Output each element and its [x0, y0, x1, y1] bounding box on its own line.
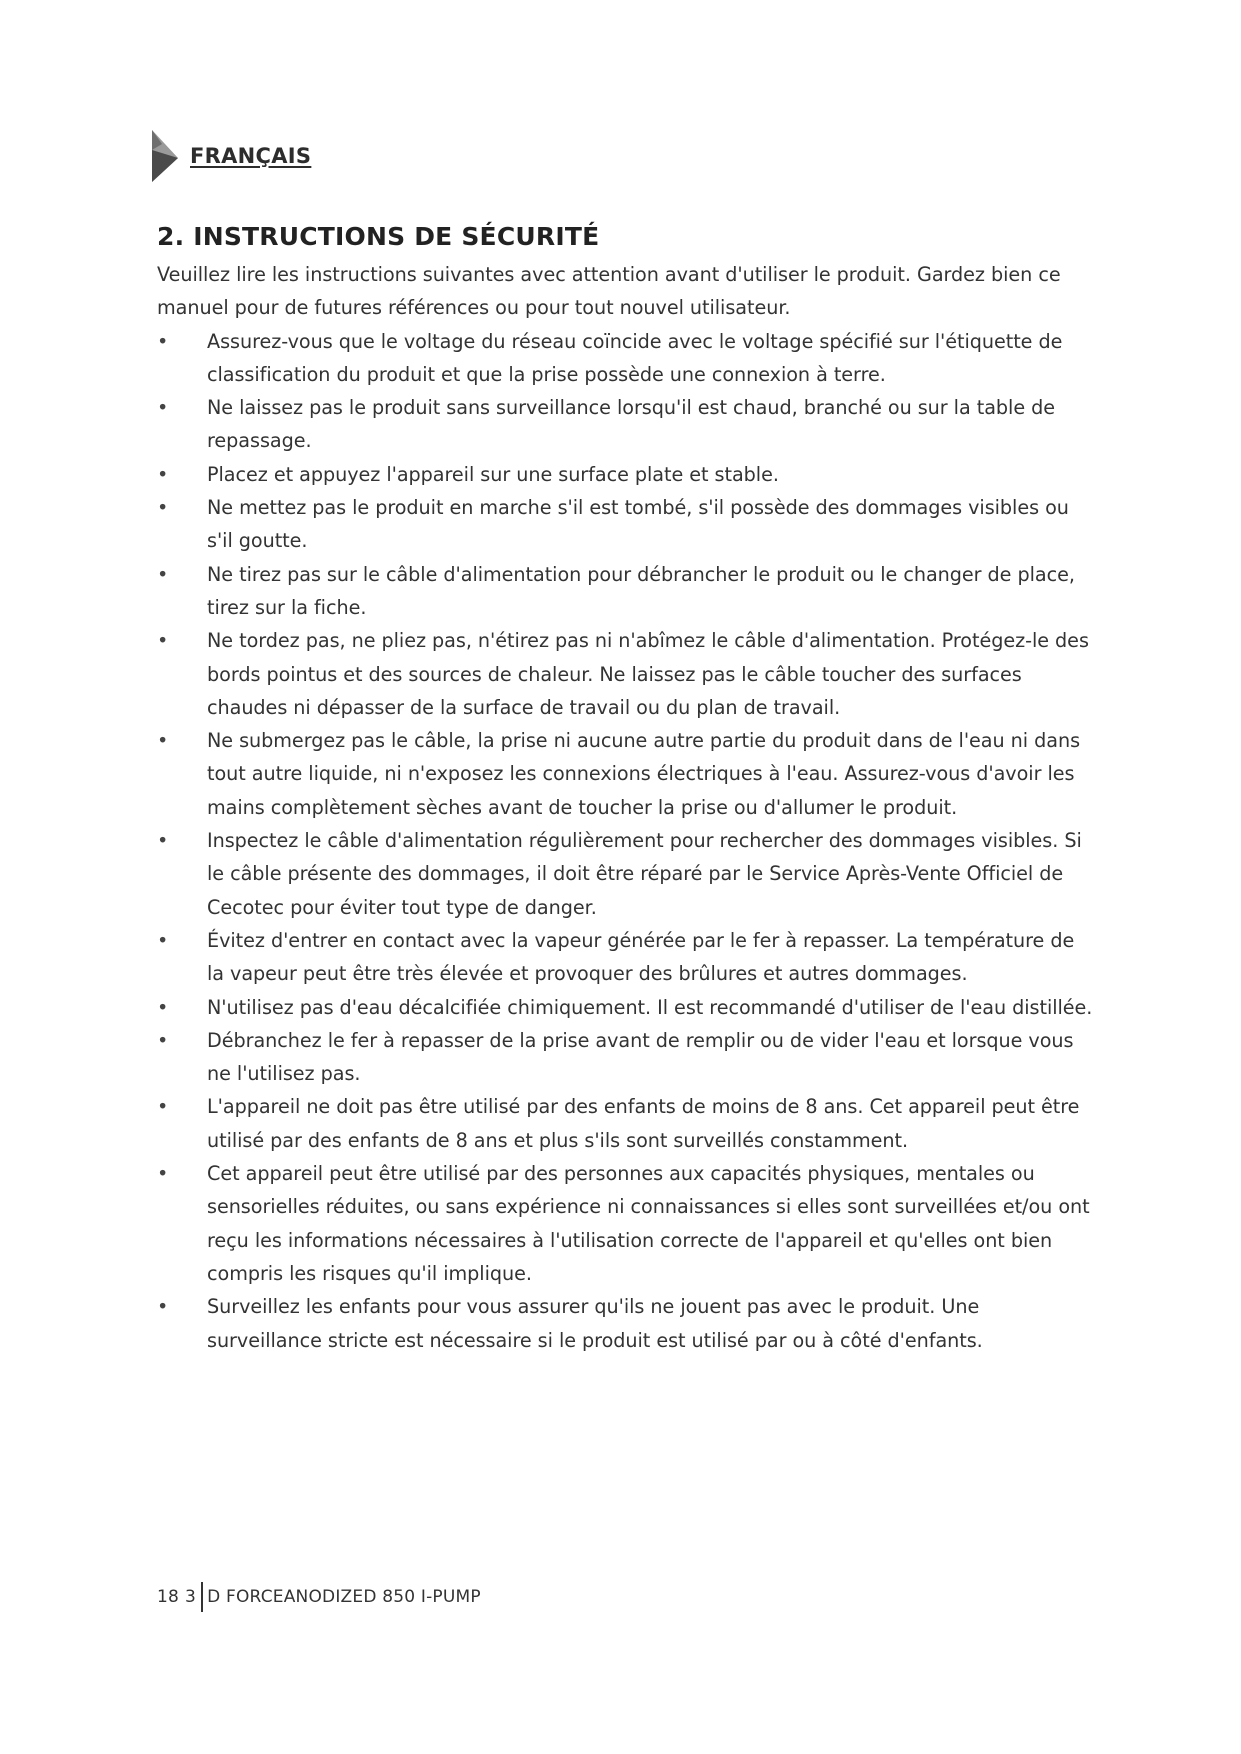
list-item: • Assurez-vous que le voltage du réseau coïncide avec le voltage spécifié sur l'étiquette de classification du produit et que la prise possède une connexion à terre.: [157, 325, 1097, 392]
footer-divider: [201, 1582, 203, 1612]
language-label: FRANÇAIS: [190, 144, 312, 168]
list-item: • N'utilisez pas d'eau décalcifiée chimiquement. Il est recommandé d'utiliser de l'eau distillée.: [157, 991, 1097, 1024]
list-item: • Ne mettez pas le produit en marche s'il est tombé, s'il possède des dommages visibles ou s'il goutte.: [157, 491, 1097, 558]
list-item: • Ne tirez pas sur le câble d'alimentation pour débrancher le produit ou le changer de place, tirez sur la fiche.: [157, 558, 1097, 625]
intro-paragraph: Veuillez lire les instructions suivantes avec attention avant d'utiliser le produit. Gardez bien ce manuel pour de futures références ou pour tout nouvel utilisateur.: [157, 263, 1061, 320]
list-item: • Évitez d'entrer en contact avec la vapeur générée par le fer à repasser. La température de la vapeur peut être très élevée et provoquer des brûlures et autres dommages.: [157, 924, 1097, 991]
list-item: • Surveillez les enfants pour vous assurer qu'ils ne jouent pas avec le produit. Une surveillance stricte est nécessaire si le produit est utilisé par ou à côté d'enfants.: [157, 1290, 1097, 1357]
list-item: • L'appareil ne doit pas être utilisé par des enfants de moins de 8 ans. Cet appareil peut être utilisé par des enfants de 8 ans et plus s'ils sont surveillés constamment.: [157, 1090, 1097, 1157]
safety-instructions-list: [157, 325, 1097, 1357]
list-item: • Ne submergez pas le câble, la prise ni aucune autre partie du produit dans de l'eau ni dans tout autre liquide, ni n'exposez les connexions électriques à l'eau. Assurez-vous d'avoir les mains complètement sèches avant de toucher la prise ou d'allumer le produit.: [157, 724, 1097, 824]
list-item: • Inspectez le câble d'alimentation régulièrement pour rechercher des dommages visibles. Si le câble présente des dommages, il doit être réparé par le Service Après-Vente Officiel de Cecotec pour éviter tout type de danger.: [157, 824, 1097, 924]
list-item: • Ne tordez pas, ne pliez pas, n'étirez pas ni n'abîmez le câble d'alimentation. Protégez-le des bords pointus et des sources de chaleur. Ne laissez pas le câble toucher des surfaces chaudes ni dépasser de la surface de travail ou du plan de travail.: [157, 624, 1097, 724]
list-item: • Placez et appuyez l'appareil sur une surface plate et stable.: [157, 458, 1097, 491]
product-name: D FORCEANODIZED 850 I-PUMP: [207, 1587, 481, 1607]
page-number: 18: [157, 1587, 180, 1607]
section-content: [157, 258, 1097, 1357]
page-footer: [157, 1582, 481, 1612]
section-title: 2. INSTRUCTIONS DE SÉCURITÉ: [157, 222, 600, 251]
list-item: • Cet appareil peut être utilisé par des personnes aux capacités physiques, mentales ou sensorielles réduites, ou sans expérience ni connaissances si elles sont surveillées et/ou ont reçu les informations nécessaires à l'utilisation correcte de l'appareil et qu'elles ont bien compris les risques qu'il implique.: [157, 1157, 1097, 1290]
language-header: [152, 130, 311, 182]
list-item: • Débranchez le fer à repasser de la prise avant de remplir ou de vider l'eau et lorsque vous ne l'utilisez pas.: [157, 1024, 1097, 1091]
list-item: • Ne laissez pas le produit sans surveillance lorsqu'il est chaud, branché ou sur la table de repassage.: [157, 391, 1097, 458]
product-prefix: 3: [185, 1587, 197, 1607]
play-arrow-icon: [152, 130, 178, 182]
